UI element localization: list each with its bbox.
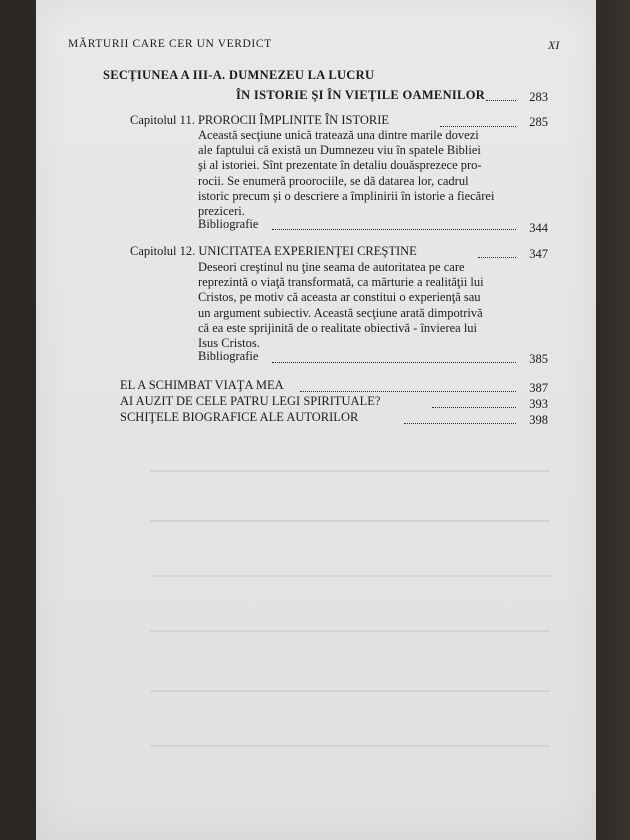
appendix-entry-page: 387 xyxy=(529,381,548,395)
bleed-through-line xyxy=(150,470,550,472)
section-leader-dots xyxy=(486,100,516,101)
chapter-12-page: 347 xyxy=(529,247,548,261)
description-line: Deseori creştinul nu ţine seama de autoritatea pe care xyxy=(198,260,465,274)
appendix-leader-dots xyxy=(404,423,516,424)
appendix-entry-title: SCHIŢELE BIOGRAFICE ALE AUTORILOR xyxy=(120,410,359,424)
chapter-12-bibliography-page: 385 xyxy=(529,352,548,366)
description-line: că ea este sprijinită de o realitate obiectivă - învierea lui xyxy=(198,320,478,335)
chapter-12-leader-dots xyxy=(478,257,516,258)
appendix-entry-title: AI AUZIT DE CELE PATRU LEGI SPIRITUALE? xyxy=(120,394,381,408)
chapter-11-title: Capitolul 11. PROROCII ÎMPLINITE ÎN ISTORIE xyxy=(130,113,390,127)
bibliography-leader-dots xyxy=(272,229,516,230)
bibliography-leader-dots xyxy=(272,362,516,363)
description-line: preziceri. xyxy=(198,204,245,219)
chapter-12-bibliography-label: Bibliografie xyxy=(198,349,259,363)
page-number: XI xyxy=(548,38,560,52)
description-line: un argument subiectiv. Această secţiune arată dimpotrivă xyxy=(198,305,483,320)
bleed-through-line xyxy=(150,520,550,522)
description-line: reprezintă o viaţă transformată, ca mărturie a realităţii lui xyxy=(198,275,484,290)
appendix-entry-title: EL A SCHIMBAT VIAŢA MEA xyxy=(120,378,284,392)
description-line: Isus Cristos. xyxy=(198,336,260,351)
page-edge-shadow xyxy=(596,0,630,840)
bleed-through-line xyxy=(150,575,550,577)
running-title: MĂRTURII CARE CER UN VERDICT xyxy=(68,38,272,50)
section-page: 283 xyxy=(529,90,548,104)
appendix-leader-dots xyxy=(432,407,516,408)
chapter-11-bibliography-page: 344 xyxy=(529,221,548,235)
chapter-11-description xyxy=(198,128,554,219)
chapter-12-title: Capitolul 12. UNICITATEA EXPERIENŢEI CREŞTINE xyxy=(130,244,417,258)
description-line: ale faptului că există un Dumnezeu viu în spatele Bibliei xyxy=(198,143,481,158)
appendix-entry-page: 398 xyxy=(529,413,548,427)
section-title-line2: ÎN ISTORIE ŞI ÎN VIEŢILE OAMENILOR xyxy=(236,88,486,102)
section-title-line1: SECŢIUNEA A III-A. DUMNEZEU LA LUCRU xyxy=(103,68,375,82)
description-line: şi al istoriei. Sînt prezentate în detaliu douăsprezece pro- xyxy=(198,158,482,173)
chapter-11-leader-dots xyxy=(440,126,516,127)
chapter-11-page: 285 xyxy=(529,115,548,129)
chapter-11-bibliography-label: Bibliografie xyxy=(198,217,259,231)
description-line: istoric precum şi o descriere a împlinirii în istorie a fiecărei xyxy=(198,188,495,203)
bleed-through-line xyxy=(150,630,550,632)
bleed-through-line xyxy=(150,745,550,747)
bleed-through-line xyxy=(150,690,550,692)
appendix-leader-dots xyxy=(300,391,516,392)
chapter-12-description xyxy=(198,260,554,351)
appendix-entry-page: 393 xyxy=(529,397,548,411)
description-line: Această secţiune unică tratează una dintre marile dovezi xyxy=(198,128,479,142)
description-line: rocii. Se enumeră proorociile, se dă datarea lor, cadrul xyxy=(198,173,469,188)
description-line: Cristos, pe motiv că aceasta ar constitui o experienţă sau xyxy=(198,290,481,305)
